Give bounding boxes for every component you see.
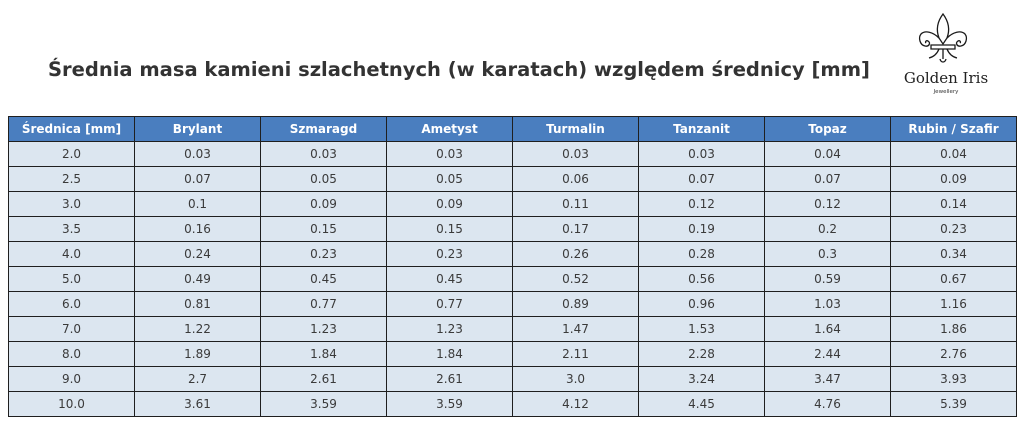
table-row	[9, 292, 1017, 317]
diameter-cell: 4.0	[9, 242, 135, 267]
mass-cell: 3.24	[639, 367, 765, 392]
column-header-turmalin: Turmalin	[513, 117, 639, 142]
mass-cell: 0.45	[387, 267, 513, 292]
mass-cell: 0.14	[891, 192, 1017, 217]
mass-cell: 0.89	[513, 292, 639, 317]
table-row	[9, 267, 1017, 292]
mass-cell: 1.53	[639, 317, 765, 342]
mass-cell: 0.1	[135, 192, 261, 217]
mass-cell: 3.47	[765, 367, 891, 392]
mass-cell: 0.03	[639, 142, 765, 167]
mass-cell: 5.39	[891, 392, 1017, 417]
mass-cell: 0.04	[765, 142, 891, 167]
diameter-cell: 3.0	[9, 192, 135, 217]
mass-cell: 0.16	[135, 217, 261, 242]
column-header-szmaragd: Szmaragd	[261, 117, 387, 142]
mass-cell: 1.89	[135, 342, 261, 367]
diameter-cell: 2.5	[9, 167, 135, 192]
mass-cell: 1.86	[891, 317, 1017, 342]
table-row	[9, 317, 1017, 342]
mass-cell: 0.12	[639, 192, 765, 217]
column-header-topaz: Topaz	[765, 117, 891, 142]
mass-cell: 3.59	[387, 392, 513, 417]
mass-cell: 0.09	[891, 167, 1017, 192]
mass-cell: 0.23	[387, 242, 513, 267]
brand-logo	[893, 12, 999, 102]
column-header-rubin-szafir: Rubin / Szafir	[891, 117, 1017, 142]
diameter-cell: 7.0	[9, 317, 135, 342]
mass-cell: 0.03	[135, 142, 261, 167]
table-row	[9, 392, 1017, 417]
mass-cell: 0.34	[891, 242, 1017, 267]
mass-cell: 1.16	[891, 292, 1017, 317]
mass-cell: 1.23	[387, 317, 513, 342]
mass-cell: 3.93	[891, 367, 1017, 392]
diameter-cell: 2.0	[9, 142, 135, 167]
mass-cell: 0.28	[639, 242, 765, 267]
mass-cell: 1.64	[765, 317, 891, 342]
brand-subtitle: Jewellery	[933, 89, 959, 95]
table-row	[9, 167, 1017, 192]
mass-cell: 2.61	[387, 367, 513, 392]
mass-cell: 4.45	[639, 392, 765, 417]
mass-cell: 0.09	[387, 192, 513, 217]
mass-cell: 0.24	[135, 242, 261, 267]
mass-cell: 0.52	[513, 267, 639, 292]
mass-cell: 0.09	[261, 192, 387, 217]
table-row	[9, 367, 1017, 392]
column-header-brylant: Brylant	[135, 117, 261, 142]
mass-cell: 3.0	[513, 367, 639, 392]
mass-cell: 0.15	[387, 217, 513, 242]
mass-cell: 0.81	[135, 292, 261, 317]
mass-cell: 0.45	[261, 267, 387, 292]
diameter-cell: 8.0	[9, 342, 135, 367]
diameter-cell: 6.0	[9, 292, 135, 317]
mass-cell: 0.17	[513, 217, 639, 242]
mass-cell: 0.96	[639, 292, 765, 317]
mass-cell: 0.77	[387, 292, 513, 317]
mass-cell: 1.47	[513, 317, 639, 342]
mass-cell: 1.84	[387, 342, 513, 367]
mass-cell: 1.22	[135, 317, 261, 342]
mass-cell: 3.59	[261, 392, 387, 417]
diameter-cell: 10.0	[9, 392, 135, 417]
mass-cell: 0.07	[765, 167, 891, 192]
diameter-cell: 3.5	[9, 217, 135, 242]
table-header-row	[9, 117, 1017, 142]
column-header-ametyst: Ametyst	[387, 117, 513, 142]
gemstone-mass-table	[8, 116, 1017, 417]
mass-cell: 0.19	[639, 217, 765, 242]
mass-cell: 3.61	[135, 392, 261, 417]
mass-cell: 4.12	[513, 392, 639, 417]
mass-cell: 0.2	[765, 217, 891, 242]
mass-cell: 2.11	[513, 342, 639, 367]
mass-cell: 0.12	[765, 192, 891, 217]
mass-cell: 0.3	[765, 242, 891, 267]
brand-name: Golden Iris	[903, 69, 989, 87]
mass-cell: 0.26	[513, 242, 639, 267]
mass-cell: 0.03	[387, 142, 513, 167]
mass-cell: 0.77	[261, 292, 387, 317]
mass-cell: 2.28	[639, 342, 765, 367]
mass-cell: 0.23	[891, 217, 1017, 242]
mass-cell: 0.59	[765, 267, 891, 292]
mass-cell: 2.76	[891, 342, 1017, 367]
table-row	[9, 342, 1017, 367]
mass-cell: 0.05	[261, 167, 387, 192]
column-header-diameter: Średnica [mm]	[9, 117, 135, 142]
page-title: Średnia masa kamieni szlachetnych (w karatach) względem średnicy [mm]	[48, 58, 870, 81]
mass-cell: 0.03	[261, 142, 387, 167]
mass-cell: 0.49	[135, 267, 261, 292]
mass-cell: 0.04	[891, 142, 1017, 167]
table-row	[9, 142, 1017, 167]
column-header-tanzanit: Tanzanit	[639, 117, 765, 142]
table-row	[9, 242, 1017, 267]
mass-cell: 0.05	[387, 167, 513, 192]
fleur-de-lis-icon	[917, 12, 969, 68]
mass-cell: 1.23	[261, 317, 387, 342]
mass-cell: 0.23	[261, 242, 387, 267]
mass-cell: 2.7	[135, 367, 261, 392]
mass-cell: 0.03	[513, 142, 639, 167]
table-row	[9, 192, 1017, 217]
mass-cell: 0.15	[261, 217, 387, 242]
mass-cell: 0.07	[135, 167, 261, 192]
mass-cell: 4.76	[765, 392, 891, 417]
diameter-cell: 5.0	[9, 267, 135, 292]
table-row	[9, 217, 1017, 242]
table-body	[9, 142, 1017, 417]
mass-cell: 0.67	[891, 267, 1017, 292]
mass-cell: 1.03	[765, 292, 891, 317]
mass-cell: 1.84	[261, 342, 387, 367]
mass-cell: 0.56	[639, 267, 765, 292]
mass-cell: 0.06	[513, 167, 639, 192]
mass-cell: 0.07	[639, 167, 765, 192]
mass-cell: 2.61	[261, 367, 387, 392]
mass-cell: 0.11	[513, 192, 639, 217]
mass-cell: 2.44	[765, 342, 891, 367]
diameter-cell: 9.0	[9, 367, 135, 392]
